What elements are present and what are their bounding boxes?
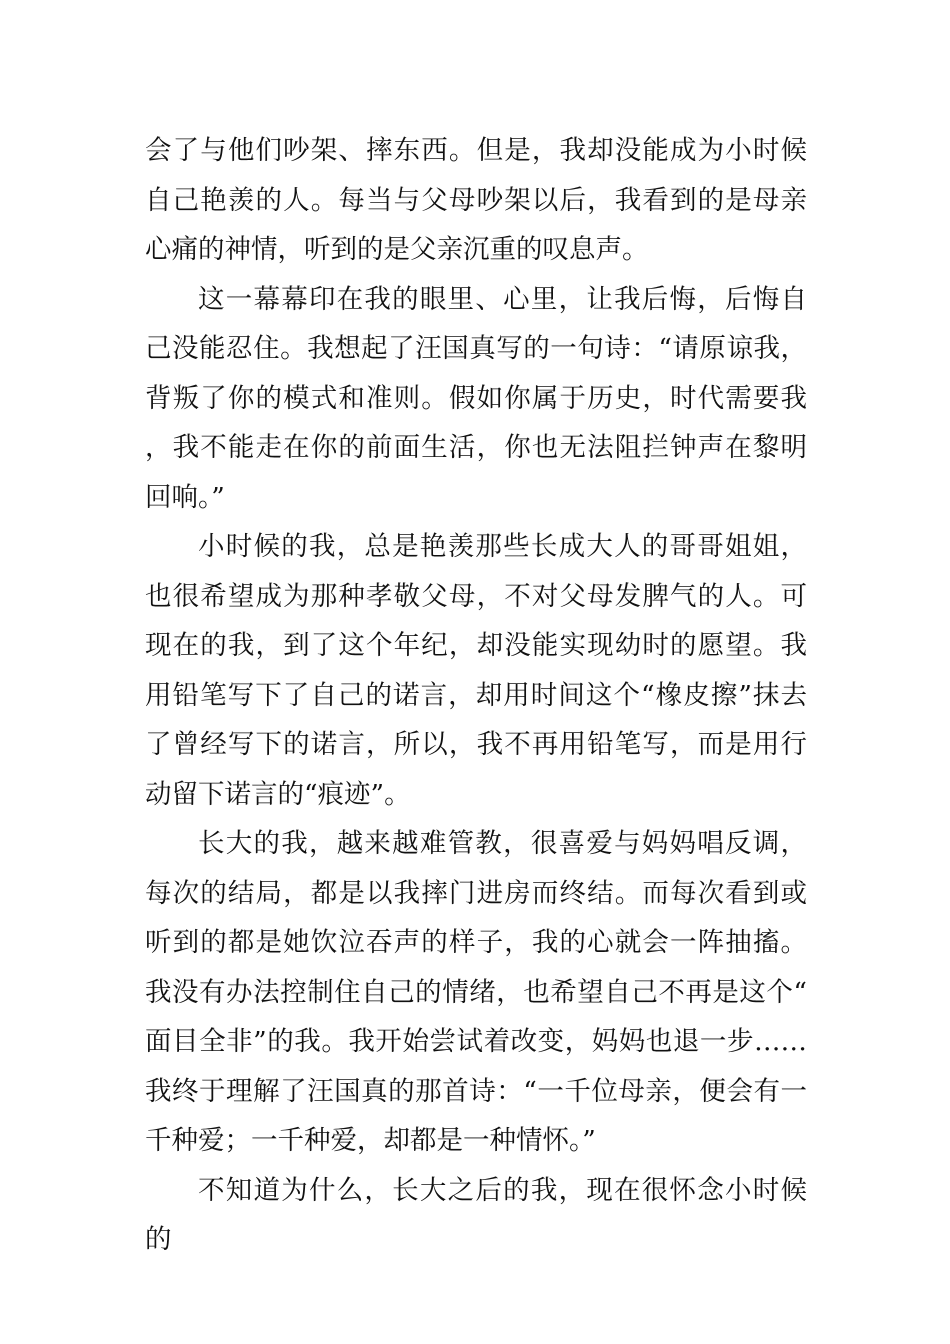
paragraph-5: 不知道为什么，长大之后的我，现在很怀念小时候的 [145, 1174, 807, 1255]
paragraph-2: 这一幕幕印在我的眼里、心里，让我后悔，后悔自己没能忍住。我想起了汪国真写的一句诗：“请原谅我，背叛了你的模式和准则。假如你属于历史，时代需要我，我不能走在你的前面生活，你也无法阻拦钟声在黎明回响。” [145, 283, 807, 513]
paragraph-1: 会了与他们吵架、摔东西。但是，我却没能成为小时候自己艳羡的人。每当与父母吵架以后，我看到的是母亲心痛的神情，听到的是父亲沉重的叹息声。 [145, 135, 807, 265]
paragraph-3: 小时候的我，总是艳羡那些长成大人的哥哥姐姐，也很希望成为那种孝敬父母，不对父母发脾气的人。可现在的我，到了这个年纪，却没能实现幼时的愿望。我用铅笔写下了自己的诺言，却用时间这个“橡皮擦”抹去了曾经写下的诺言，所以，我不再用铅笔写，而是用行动留下诺言的“痕迹”。 [145, 531, 807, 810]
paragraph-4: 长大的我，越来越难管教，很喜爱与妈妈唱反调，每次的结局，都是以我摔门进房而终结。而每次看到或听到的都是她饮泣吞声的样子，我的心就会一阵抽搐。我没有办法控制住自己的情绪，也希望自己不再是这个“面目全非”的我。我开始尝试着改变，妈妈也退一步……我终于理解了汪国真的那首诗：“一千位母亲，便会有一千种爱；一千种爱，却都是一种情怀。” [145, 828, 807, 1156]
document-body [145, 126, 807, 1265]
